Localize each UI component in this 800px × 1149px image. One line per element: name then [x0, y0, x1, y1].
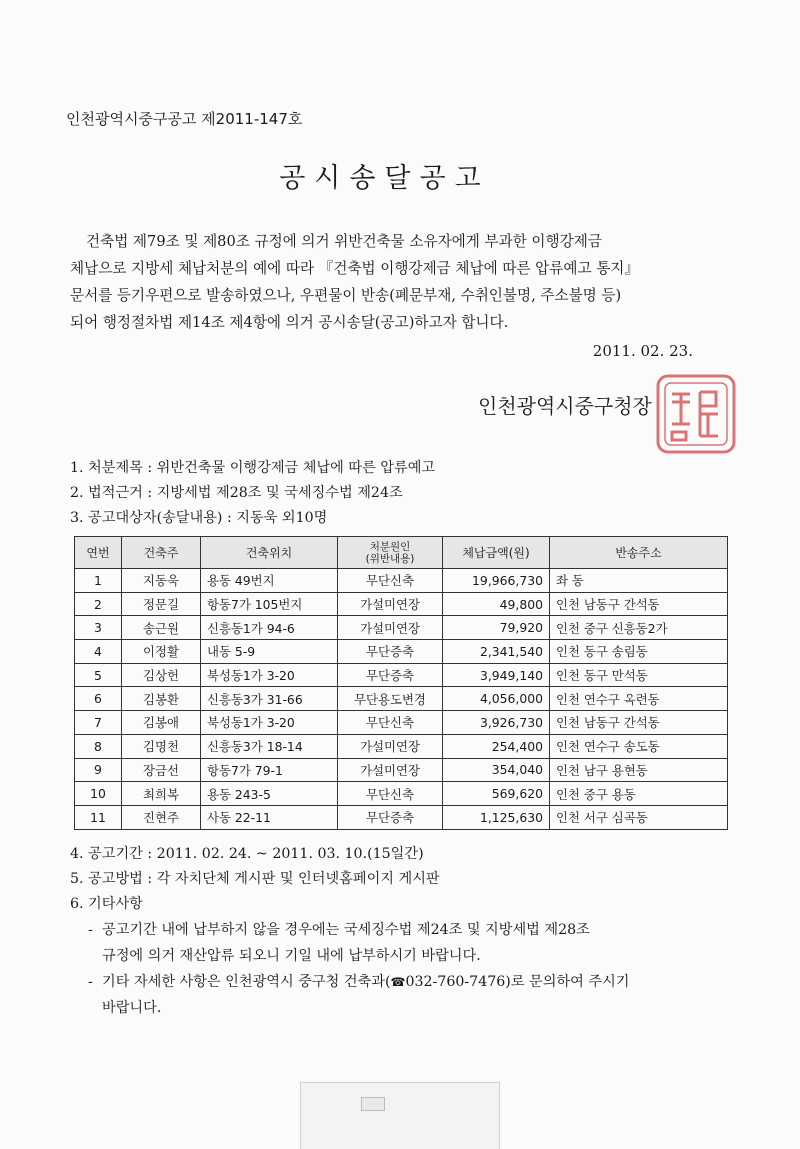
header-location: 건축위치 [201, 537, 338, 569]
cell-amount: 254,400 [443, 734, 550, 758]
cell-amount: 4,056,000 [443, 687, 550, 711]
other-matter-1-line2: 규정에 의거 재산압류 되오니 기일 내에 납부하시기 바랍니다. [102, 948, 481, 964]
cell-amount: 354,040 [443, 758, 550, 782]
cell-location: 사동 22-11 [201, 805, 338, 829]
table-row [75, 569, 728, 593]
cell-cause: 무단증축 [338, 640, 443, 664]
cell-return-address: 인천 연수구 송도동 [550, 734, 728, 758]
scan-footer-inner [361, 1097, 385, 1111]
other-matter-1-line1: 공고기간 내에 납부하지 않을 경우에는 국세징수법 제24조 및 지방세법 제28조 [102, 922, 590, 938]
cell-location: 북성동1가 3-20 [201, 663, 338, 687]
cell-amount: 3,949,140 [443, 663, 550, 687]
item-other-matters: 6. 기타사항 [70, 896, 143, 912]
cell-amount: 3,926,730 [443, 711, 550, 735]
other-matter-1 [88, 917, 730, 943]
cell-cause: 무단신축 [338, 569, 443, 593]
notice-body [70, 228, 694, 336]
dash-mark: - [88, 922, 93, 938]
cell-cause: 무단증축 [338, 663, 443, 687]
table-row [75, 734, 728, 758]
cell-location: 신흥동3가 31-66 [201, 687, 338, 711]
notice-items-top [70, 456, 730, 531]
notice-items-bottom [70, 842, 730, 1021]
table-row [75, 758, 728, 782]
cell-amount: 19,966,730 [443, 569, 550, 593]
table-header-row [75, 537, 728, 569]
table-row [75, 616, 728, 640]
cell-location: 항동7가 79-1 [201, 758, 338, 782]
cell-location: 신흥동1가 94-6 [201, 616, 338, 640]
cell-amount: 2,341,540 [443, 640, 550, 664]
cell-amount: 79,920 [443, 616, 550, 640]
cell-location: 용동 243-5 [201, 782, 338, 806]
cell-cause: 가설미연장 [338, 616, 443, 640]
other-matter-2-line2: 바랍니다. [102, 1000, 162, 1016]
cell-return-address: 인천 남동구 간석동 [550, 592, 728, 616]
other-matter-2-line1a: 기타 자세한 사항은 인천광역시 중구청 건축과( [102, 974, 391, 990]
header-amount: 체납금액(원) [443, 537, 550, 569]
document-title: 공 시 송 달 공 고 [279, 163, 481, 194]
cell-no: 3 [75, 616, 122, 640]
target-table [74, 536, 728, 830]
cell-return-address: 인천 남동구 간석동 [550, 711, 728, 735]
cell-cause: 가설미연장 [338, 734, 443, 758]
cell-location: 북성동1가 3-20 [201, 711, 338, 735]
cell-no: 11 [75, 805, 122, 829]
header-no: 연번 [75, 537, 122, 569]
header-cause-line2: (위반내용) [365, 552, 415, 565]
cell-cause: 무단신축 [338, 711, 443, 735]
cell-amount: 1,125,630 [443, 805, 550, 829]
item-notice-period: 4. 공고기간 : 2011. 02. 24. ~ 2011. 03. 10.(15일간) [70, 846, 424, 862]
cell-return-address: 인천 동구 만석동 [550, 663, 728, 687]
cell-return-address: 좌 동 [550, 569, 728, 593]
publication-date: 2011. 02. 23. [592, 342, 693, 360]
table-row [75, 687, 728, 711]
table-row [75, 711, 728, 735]
cell-location: 용동 49번지 [201, 569, 338, 593]
body-line: 문서를 등기우편으로 발송하였으나, 우편물이 반송(폐문부재, 수취인불명, 주소불명 등) [70, 287, 622, 304]
item-disposition-title: 1. 처분제목 : 위반건축물 이행강제금 체납에 따른 압류예고 [70, 460, 436, 476]
cell-owner: 장금선 [122, 758, 201, 782]
telephone-icon: ☎ [390, 975, 406, 989]
cell-owner: 이정활 [122, 640, 201, 664]
body-line: 체납으로 지방세 체납처분의 예에 따라 『건축법 이행강제금 체납에 따른 압류예고 통지』 [70, 260, 639, 277]
cell-owner: 최희복 [122, 782, 201, 806]
header-owner: 건축주 [122, 537, 201, 569]
table-row [75, 663, 728, 687]
other-matter-2 [88, 969, 730, 995]
cell-no: 1 [75, 569, 122, 593]
cell-no: 9 [75, 758, 122, 782]
cell-cause: 가설미연장 [338, 592, 443, 616]
cell-owner: 지동욱 [122, 569, 201, 593]
cell-owner: 진현주 [122, 805, 201, 829]
cell-owner: 김봉애 [122, 711, 201, 735]
scan-footer-mark [300, 1082, 500, 1149]
table-row [75, 805, 728, 829]
cell-return-address: 인천 서구 심곡동 [550, 805, 728, 829]
issuer-name: 인천광역시중구청장 [478, 394, 652, 418]
item-legal-basis: 2. 법적근거 : 지방세법 제28조 및 국세징수법 제24조 [70, 485, 403, 501]
cell-cause: 가설미연장 [338, 758, 443, 782]
cell-location: 신흥동3가 18-14 [201, 734, 338, 758]
cell-owner: 김상헌 [122, 663, 201, 687]
table-body [75, 569, 728, 830]
cell-owner: 김명천 [122, 734, 201, 758]
body-line: 건축법 제79조 및 제80조 규정에 의거 위반건축물 소유자에게 부과한 이행강제금 [86, 233, 602, 250]
cell-return-address: 인천 중구 신흥동2가 [550, 616, 728, 640]
cell-location: 항동7가 105번지 [201, 592, 338, 616]
cell-no: 10 [75, 782, 122, 806]
item-target-persons: 3. 공고대상자(송달내용) : 지동욱 외10명 [70, 510, 328, 526]
cell-cause: 무단증축 [338, 805, 443, 829]
cell-no: 4 [75, 640, 122, 664]
cell-location: 내동 5-9 [201, 640, 338, 664]
cell-amount: 569,620 [443, 782, 550, 806]
cell-owner: 정문길 [122, 592, 201, 616]
header-cause-line1: 처분원인 [369, 540, 411, 553]
table-row [75, 592, 728, 616]
cell-cause: 무단용도변경 [338, 687, 443, 711]
cell-no: 2 [75, 592, 122, 616]
header-cause [338, 537, 443, 569]
table-row [75, 782, 728, 806]
cell-no: 7 [75, 711, 122, 735]
cell-amount: 49,800 [443, 592, 550, 616]
cell-owner: 김봉환 [122, 687, 201, 711]
other-matters-list [70, 917, 730, 1021]
header-return-address: 반송주소 [550, 537, 728, 569]
cell-no: 8 [75, 734, 122, 758]
cell-return-address: 인천 남구 용현동 [550, 758, 728, 782]
cell-owner: 송근원 [122, 616, 201, 640]
dash-mark: - [88, 974, 93, 990]
cell-cause: 무단신축 [338, 782, 443, 806]
official-seal-icon [654, 372, 738, 456]
other-matter-2-line1b: 032-760-7476)로 문의하여 주시기 [405, 974, 630, 990]
cell-return-address: 인천 동구 송림동 [550, 640, 728, 664]
target-table-wrapper [74, 536, 728, 830]
document-number: 인천광역시중구공고 제2011-147호 [66, 110, 303, 128]
cell-no: 5 [75, 663, 122, 687]
item-notice-method: 5. 공고방법 : 각 자치단체 게시판 및 인터넷홈페이지 게시판 [70, 871, 440, 887]
cell-return-address: 인천 연수구 옥련동 [550, 687, 728, 711]
cell-no: 6 [75, 687, 122, 711]
body-line: 되어 행정절차법 제14조 제4항에 의거 공시송달(공고)하고자 합니다. [70, 314, 509, 331]
table-row [75, 640, 728, 664]
cell-return-address: 인천 중구 용동 [550, 782, 728, 806]
